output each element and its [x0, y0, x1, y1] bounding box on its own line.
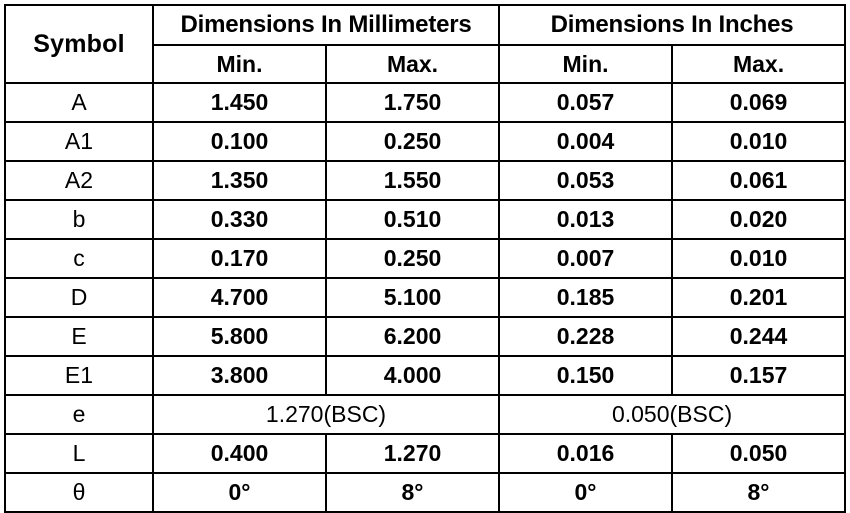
cell-in-max: 0.244 — [672, 317, 845, 356]
cell-mm-max: 1.270 — [326, 434, 499, 473]
cell-in-max: 0.010 — [672, 122, 845, 161]
table-row — [5, 395, 845, 434]
cell-symbol: c — [5, 239, 153, 278]
table-row — [5, 317, 845, 356]
cell-in-max: 0.050 — [672, 434, 845, 473]
cell-in-merged: 0.050(BSC) — [499, 395, 845, 434]
cell-mm-min: 1.350 — [153, 161, 326, 200]
cell-mm-max: 1.750 — [326, 83, 499, 122]
cell-symbol: E1 — [5, 356, 153, 395]
table-body — [5, 83, 845, 512]
cell-mm-min: 1.450 — [153, 83, 326, 122]
table-row — [5, 434, 845, 473]
table-row — [5, 200, 845, 239]
column-group-header-millimeters: Dimensions In Millimeters — [153, 5, 499, 45]
cell-in-max: 0.069 — [672, 83, 845, 122]
column-header-in-min: Min. — [499, 45, 672, 83]
cell-mm-min: 0.100 — [153, 122, 326, 161]
cell-mm-max: 6.200 — [326, 317, 499, 356]
cell-mm-min: 0.170 — [153, 239, 326, 278]
cell-symbol: A1 — [5, 122, 153, 161]
table-row — [5, 161, 845, 200]
table-row — [5, 278, 845, 317]
cell-symbol: e — [5, 395, 153, 434]
table-row — [5, 239, 845, 278]
cell-mm-min: 0.330 — [153, 200, 326, 239]
cell-mm-min: 0.400 — [153, 434, 326, 473]
cell-in-min: 0.185 — [499, 278, 672, 317]
column-header-mm-min: Min. — [153, 45, 326, 83]
cell-mm-min: 0° — [153, 473, 326, 512]
table-row — [5, 473, 845, 512]
table-header-row-groups — [5, 5, 845, 45]
table-row — [5, 122, 845, 161]
cell-in-min: 0.053 — [499, 161, 672, 200]
cell-in-max: 0.010 — [672, 239, 845, 278]
cell-mm-merged: 1.270(BSC) — [153, 395, 499, 434]
cell-mm-max: 5.100 — [326, 278, 499, 317]
cell-symbol: θ — [5, 473, 153, 512]
cell-in-min: 0° — [499, 473, 672, 512]
cell-mm-max: 0.250 — [326, 239, 499, 278]
cell-mm-max: 0.510 — [326, 200, 499, 239]
cell-symbol: E — [5, 317, 153, 356]
column-header-mm-max: Max. — [326, 45, 499, 83]
table-row — [5, 356, 845, 395]
table-row — [5, 83, 845, 122]
cell-in-max: 0.020 — [672, 200, 845, 239]
table-header — [5, 5, 845, 83]
cell-in-min: 0.004 — [499, 122, 672, 161]
cell-in-min: 0.007 — [499, 239, 672, 278]
column-header-in-max: Max. — [672, 45, 845, 83]
cell-in-max: 0.201 — [672, 278, 845, 317]
cell-in-min: 0.150 — [499, 356, 672, 395]
package-dimensions-table — [4, 4, 846, 513]
cell-symbol: L — [5, 434, 153, 473]
column-header-symbol: Symbol — [5, 5, 153, 83]
cell-mm-max: 8° — [326, 473, 499, 512]
cell-in-min: 0.228 — [499, 317, 672, 356]
cell-in-max: 0.157 — [672, 356, 845, 395]
cell-in-min: 0.016 — [499, 434, 672, 473]
cell-mm-max: 1.550 — [326, 161, 499, 200]
cell-mm-max: 4.000 — [326, 356, 499, 395]
column-group-header-inches: Dimensions In Inches — [499, 5, 845, 45]
cell-symbol: b — [5, 200, 153, 239]
cell-mm-min: 5.800 — [153, 317, 326, 356]
cell-mm-max: 0.250 — [326, 122, 499, 161]
cell-symbol: A2 — [5, 161, 153, 200]
cell-in-max: 8° — [672, 473, 845, 512]
cell-mm-min: 3.800 — [153, 356, 326, 395]
cell-in-min: 0.013 — [499, 200, 672, 239]
cell-symbol: A — [5, 83, 153, 122]
cell-mm-min: 4.700 — [153, 278, 326, 317]
cell-symbol: D — [5, 278, 153, 317]
cell-in-max: 0.061 — [672, 161, 845, 200]
cell-in-min: 0.057 — [499, 83, 672, 122]
